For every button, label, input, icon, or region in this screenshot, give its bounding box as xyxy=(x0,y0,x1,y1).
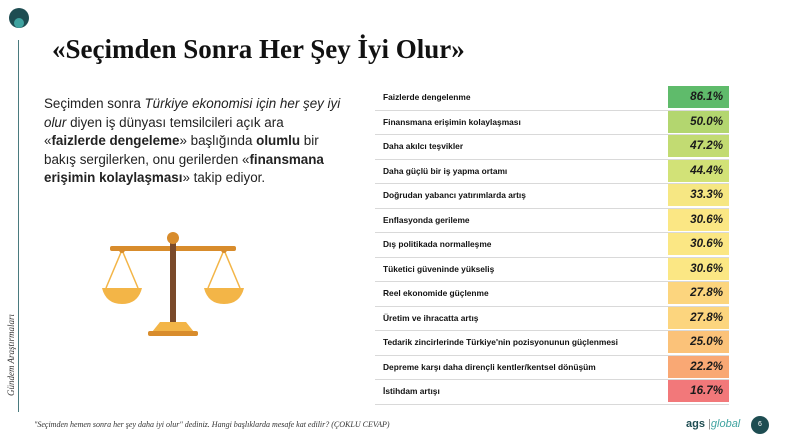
row-value-cell: 50.0% xyxy=(668,111,729,133)
brand-logo-dot xyxy=(9,8,29,28)
balance-scale-icon xyxy=(98,228,248,338)
brand-sub: global xyxy=(710,418,741,430)
row-value-cell: 86.1% xyxy=(668,86,729,108)
row-value-cell: 44.4% xyxy=(668,160,729,182)
row-value-cell: 22.2% xyxy=(668,356,729,378)
brand-separator: | xyxy=(708,418,711,430)
summary-text: » takip ediyor. xyxy=(182,170,266,185)
summary-italic-phrase: Türkiye ekonomisi için her şey iyi olur xyxy=(44,96,341,130)
table-row xyxy=(375,307,729,332)
row-label: Reel ekonomide güçlenme xyxy=(383,288,489,298)
summary-text: diyen iş dünyası temsilcileri açık ara « xyxy=(44,114,284,148)
page-title: «Seçimden Sonra Her Şey İyi Olur» xyxy=(52,34,465,64)
summary-text: bir bakış sergilerken, onu gerilerden « xyxy=(44,133,319,167)
results-table xyxy=(375,86,729,405)
summary-bold-phrase: olumlu xyxy=(256,133,301,148)
row-label: Enflasyonda gerileme xyxy=(383,214,470,225)
table-row xyxy=(375,209,729,234)
row-value-cell: 16.7% xyxy=(668,380,729,402)
brand-wordmark xyxy=(686,418,740,430)
table-row xyxy=(375,282,729,307)
row-label: Finansmana erişimin kolaylaşması xyxy=(383,116,521,127)
table-row xyxy=(375,111,729,136)
row-label: Tedarik zincirlerinde Türkiye'nin pozisyonunun güçlenmesi xyxy=(383,337,618,347)
summary-paragraph xyxy=(44,95,344,188)
table-row xyxy=(375,135,729,160)
table-row xyxy=(375,233,729,258)
balance-scale-illustration xyxy=(98,228,248,338)
table-row xyxy=(375,86,729,111)
summary-bold-phrase: faizlerde dengeleme xyxy=(51,133,180,148)
row-value-cell: 47.2% xyxy=(668,135,729,157)
row-value-cell: 27.8% xyxy=(668,307,729,329)
summary-text: Seçimden sonra xyxy=(44,96,145,111)
survey-question-note: "Seçimden hemen sonra her şey daha iyi olur" dediniz. Hangi başlıklarda mesafe kat edilir? (ÇOKLU CEVAP) xyxy=(34,420,390,429)
brand-main: ags xyxy=(686,418,705,430)
table-row xyxy=(375,380,729,405)
row-label: Doğrudan yabancı yatırımlarda artış xyxy=(383,190,526,200)
row-label: İstihdam artışı xyxy=(383,386,440,396)
row-label: Daha akılcı teşvikler xyxy=(383,141,464,151)
table-row xyxy=(375,160,729,185)
table-row xyxy=(375,184,729,209)
row-label: Üretim ve ihracatta artış xyxy=(383,312,479,323)
summary-bold-phrase: finansmana erişimin kolaylaşması xyxy=(44,151,324,185)
row-value-cell: 30.6% xyxy=(668,209,729,231)
row-label: Tüketici güveninde yükseliş xyxy=(383,263,495,274)
row-label: Dış politikada normalleşme xyxy=(383,239,492,249)
row-value-cell: 33.3% xyxy=(668,184,729,206)
row-value-cell: 25.0% xyxy=(668,331,729,353)
row-label: Daha güçlü bir iş yapma ortamı xyxy=(383,165,508,176)
table-row xyxy=(375,258,729,283)
side-section-label xyxy=(0,300,40,420)
row-value-cell: 30.6% xyxy=(668,233,729,255)
side-section-label-text: Gündem Araştırmaları xyxy=(6,313,17,397)
row-value-cell: 30.6% xyxy=(668,258,729,280)
summary-text: » başlığında xyxy=(179,133,257,148)
page-number-badge: 6 xyxy=(751,416,769,434)
table-row xyxy=(375,356,729,381)
row-label: Faizlerde dengelenme xyxy=(383,92,471,102)
row-value-cell: 27.8% xyxy=(668,282,729,304)
table-row xyxy=(375,331,729,356)
row-label: Depreme karşı daha dirençli kentler/kentsel dönüşüm xyxy=(383,361,596,372)
